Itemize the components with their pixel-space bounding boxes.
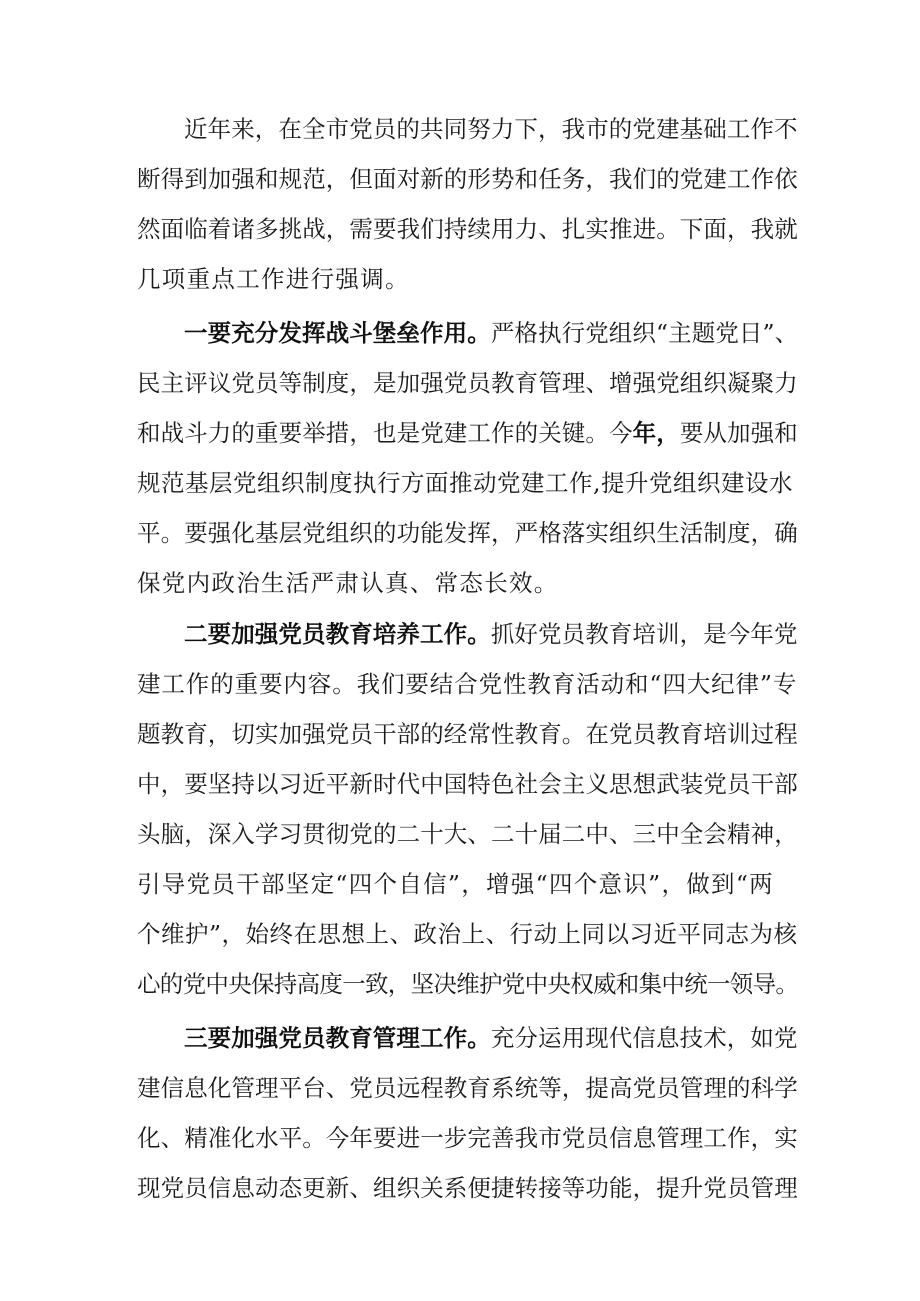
section2-first-line bbox=[184, 612, 797, 656]
section1-heading: 一要充分发挥战斗堡垒作用。 bbox=[184, 319, 491, 347]
section2-line-2: 建工作的重要内容。我们要结合党性教育活动和“四大纪律”专 bbox=[137, 670, 798, 698]
section1-line-2: 民主评议党员等制度，是加强党员教育管理、增强党组织凝聚力 bbox=[137, 369, 798, 397]
section1-first-line bbox=[184, 311, 797, 355]
section2-line-3: 题教育，切实加强党员干部的经常性教育。在党员教育培训过程 bbox=[137, 720, 798, 748]
section1-line-3 bbox=[137, 411, 797, 455]
section2-line-8: 心的党中央保持高度一致，坚决维护党中央权威和集中统一领导。 bbox=[137, 970, 799, 998]
section1-line-4: 规范基层党组织制度执行方面推动党建工作,提升党组织建设水 bbox=[137, 469, 793, 497]
section3-line-2: 建信息化管理平台、党员远程教育系统等，提高党员管理的科学 bbox=[137, 1074, 798, 1102]
section2-line-6: 引导党员干部坚定“四个自信”，增强“四个意识”，做到“两 bbox=[137, 870, 774, 898]
section1-line-5: 平。要强化基层党组织的功能发挥，严格落实组织生活制度，确 bbox=[137, 519, 798, 547]
intro-line-4: 几项重点工作进行强调。 bbox=[137, 265, 410, 293]
intro-line-2: 断得到加强和规范，但面对新的形势和任务，我们的党建工作依 bbox=[137, 165, 798, 193]
section3-first-line bbox=[184, 1016, 797, 1060]
section1-emphasis: 年， bbox=[632, 419, 680, 447]
section1-line-6: 保党内政治生活严肃认真、常态长效。 bbox=[137, 569, 559, 597]
intro-line-3: 然面临着诸多挑战，需要我们持续用力、扎实推进。下面，我就 bbox=[137, 215, 798, 243]
section2-line-4: 中，要坚持以习近平新时代中国特色社会主义思想武装党员干部 bbox=[137, 770, 798, 798]
section2-heading: 二要加强党员教育培养工作。 bbox=[184, 620, 491, 648]
section2-line-5: 头脑，深入学习贯彻党的二十大、二十届二中、三中全会精神， bbox=[137, 820, 798, 848]
section2-line-7: 个维护”，始终在思想上、政治上、行动上同以习近平同志为核 bbox=[137, 920, 798, 948]
intro-line-1: 近年来，在全市党员的共同努力下，我市的党建基础工作不 bbox=[184, 115, 798, 143]
section3-heading: 三要加强党员教育管理工作。 bbox=[184, 1024, 491, 1052]
section3-first-line-text: 充分运用现代信息技术，如党 bbox=[490, 1024, 798, 1052]
section1-line-3-text: 和战斗力的重要举措，也是党建工作的关键。今 bbox=[137, 419, 633, 447]
section1-line-3-rest: 要从加强和 bbox=[679, 419, 798, 447]
section1-first-line-text: 严格执行党组织“主题党日”、 bbox=[490, 319, 799, 347]
section3-line-3: 化、精准化水平。今年要进一步完善我市党员信息管理工作，实 bbox=[137, 1124, 798, 1152]
section2-first-line-text: 抓好党员教育培训，是今年党 bbox=[490, 620, 798, 648]
section3-line-4: 现党员信息动态更新、组织关系便捷转接等功能，提升党员管理 bbox=[137, 1174, 798, 1202]
